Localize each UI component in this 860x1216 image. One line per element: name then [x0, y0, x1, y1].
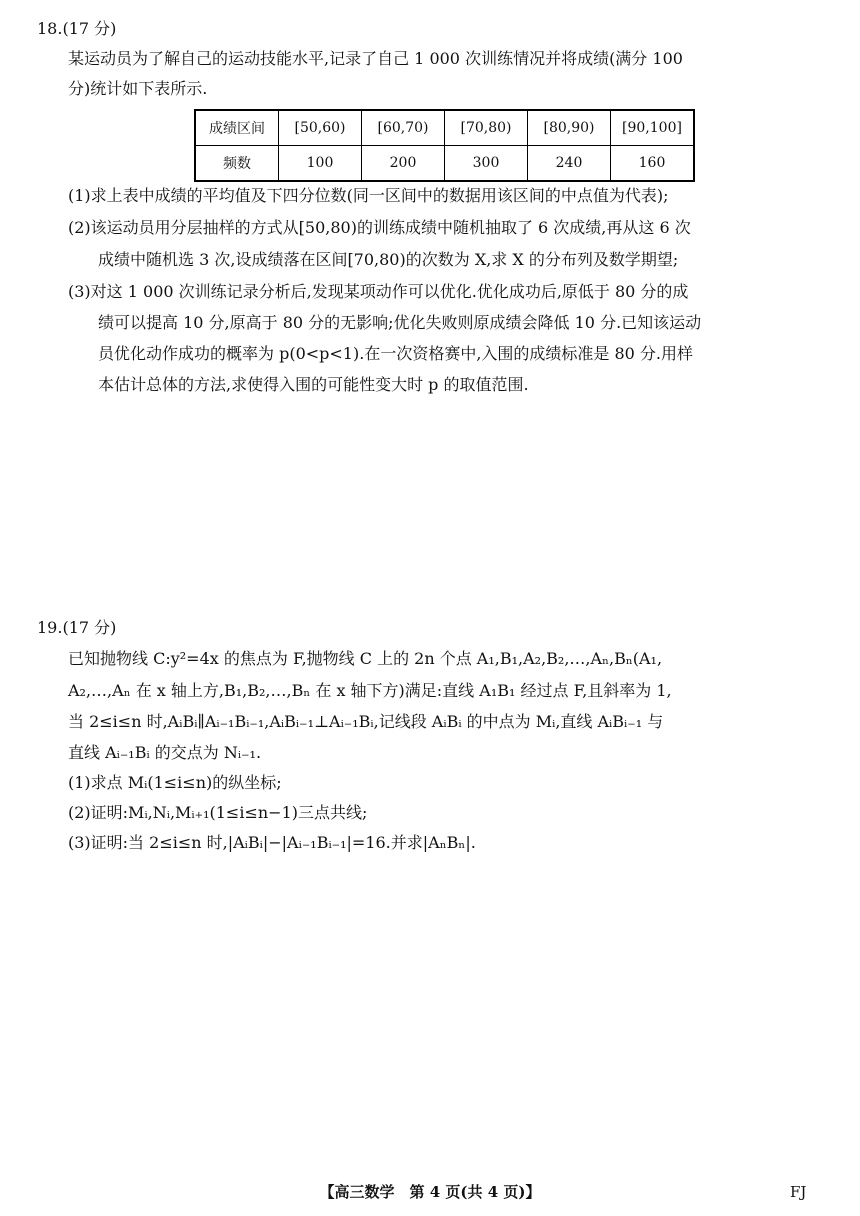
frequency-cell: 160 [611, 146, 695, 182]
frequency-cell: 300 [445, 146, 528, 182]
q18-intro-line-1: 某运动员为了解自己的运动技能水平,记录了自己 1 000 次训练情况并将成绩(满分 100 [68, 49, 683, 68]
q19-intro-line-4: 直线 Aᵢ₋₁Bᵢ 的交点为 Nᵢ₋₁. [68, 743, 262, 762]
question-19-number: 19.(17 分) [37, 618, 117, 637]
frequency-cell: 200 [362, 146, 445, 182]
table-row-intervals [195, 110, 694, 146]
frequency-cell: 100 [279, 146, 362, 182]
q18-part-2-line-2: 成绩中随机选 3 次,设成绩落在区间[70,80)的次数为 X,求 X 的分布列及数学期望; [98, 250, 679, 269]
q18-part-3-line-1: (3)对这 1 000 次训练记录分析后,发现某项动作可以优化.优化成功后,原低于 80 分的成 [68, 282, 689, 301]
q18-intro-line-2: 分)统计如下表所示. [68, 79, 208, 98]
row-header-intervals: 成绩区间 [195, 110, 279, 146]
q18-part-3-line-3: 员优化动作成功的概率为 p(0<p<1).在一次资格赛中,入围的成绩标准是 80 分.用样 [98, 344, 694, 363]
interval-cell: [80,90) [528, 110, 611, 146]
interval-cell: [90,100] [611, 110, 695, 146]
q18-part-2-line-1: (2)该运动员用分层抽样的方式从[50,80)的训练成绩中随机抽取了 6 次成绩,再从这 6 次 [68, 218, 691, 237]
score-frequency-table [194, 109, 695, 182]
q19-part-1: (1)求点 Mᵢ(1≤i≤n)的纵坐标; [68, 773, 282, 792]
q19-intro-line-2: A₂,…,Aₙ 在 x 轴上方,B₁,B₂,…,Bₙ 在 x 轴下方)满足:直线 A₁B₁ 经过点 F,且斜率为 1, [68, 681, 672, 700]
q18-part-1: (1)求上表中成绩的平均值及下四分位数(同一区间中的数据用该区间的中点值为代表); [68, 186, 669, 205]
table-row-frequencies [195, 146, 694, 182]
q18-part-3-line-4: 本估计总体的方法,求使得入围的可能性变大时 p 的取值范围. [98, 375, 529, 394]
page-footer: 【高三数学 第 4 页(共 4 页)】 [319, 1183, 541, 1201]
footer-code: FJ [790, 1183, 807, 1201]
interval-cell: [70,80) [445, 110, 528, 146]
interval-cell: [50,60) [279, 110, 362, 146]
q19-part-2: (2)证明:Mᵢ,Nᵢ,Mᵢ₊₁(1≤i≤n−1)三点共线; [68, 803, 368, 822]
q19-part-3: (3)证明:当 2≤i≤n 时,|AᵢBᵢ|−|Aᵢ₋₁Bᵢ₋₁|=16.并求|AₙBₙ|. [68, 833, 476, 852]
q18-part-3-line-2: 绩可以提高 10 分,原高于 80 分的无影响;优化失败则原成绩会降低 10 分.已知该运动 [98, 313, 702, 332]
question-18-number: 18.(17 分) [37, 19, 117, 38]
q19-intro-line-1: 已知抛物线 C:y²=4x 的焦点为 F,抛物线 C 上的 2n 个点 A₁,B₁,A₂,B₂,…,Aₙ,Bₙ(A₁, [68, 649, 663, 668]
interval-cell: [60,70) [362, 110, 445, 146]
q19-intro-line-3: 当 2≤i≤n 时,AᵢBᵢ∥Aᵢ₋₁Bᵢ₋₁,AᵢBᵢ₋₁⊥Aᵢ₋₁Bᵢ,记线段 AᵢBᵢ 的中点为 Mᵢ,直线 AᵢBᵢ₋₁ 与 [68, 712, 664, 731]
frequency-cell: 240 [528, 146, 611, 182]
row-header-frequency: 频数 [195, 146, 279, 182]
